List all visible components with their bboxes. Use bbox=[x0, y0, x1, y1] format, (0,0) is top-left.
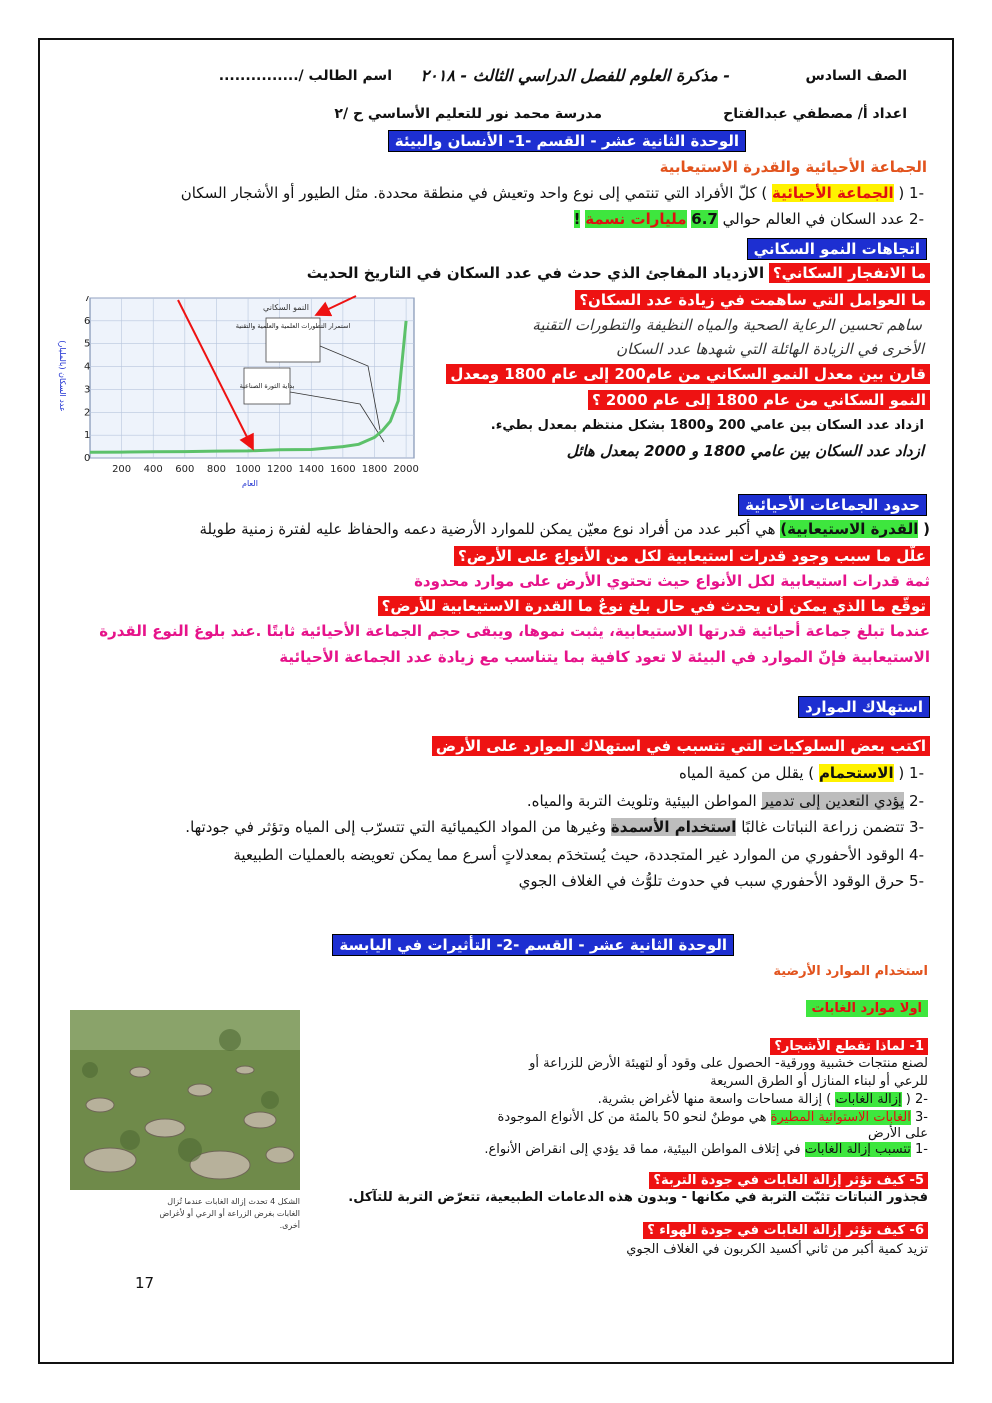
consumption-item-5: -5 حرق الوقود الأحفوري سبب في حدوث تلوُّث في الغلاف الجوي bbox=[518, 872, 924, 890]
item2-num: 6.7 bbox=[691, 210, 718, 228]
deforestation-photo bbox=[70, 1010, 300, 1190]
limits-q2: توقّع ما الذي يمكن أن يحدث في حال بلغ نوعٌ ما القدرة الاستيعابية للأرض؟ bbox=[378, 596, 930, 616]
consumption-heading: استهلاك الموارد bbox=[798, 696, 930, 718]
consumption-item-3 bbox=[185, 818, 924, 836]
q3-line1: قارن بين معدل النمو السكاني من عام200 إلى عام 1800 ومعدل bbox=[446, 364, 930, 384]
c-i1-term: الاستحمام bbox=[818, 764, 894, 782]
c-i1-rest: ) يقلل من كمية المياه bbox=[678, 764, 815, 782]
y-tick-label: 1 bbox=[84, 430, 91, 442]
forest-item-3 bbox=[498, 1110, 928, 1125]
item2-unit: مليارات نسمة bbox=[585, 210, 687, 228]
c-i3-term: استخدام الأسمدة bbox=[610, 818, 737, 836]
x-tick-label: 800 bbox=[206, 464, 226, 475]
consumption-item-2 bbox=[527, 792, 924, 810]
x-axis-label: العام bbox=[242, 479, 258, 488]
trends-heading: اتجاهات النمو السكاني bbox=[747, 238, 927, 260]
forest-heading: اولا موارد الغابات bbox=[806, 1000, 928, 1017]
photo-caption-line2: الغابات بغرض الزراعة أو الرعي أو لأغراض bbox=[159, 1209, 300, 1218]
y-tick-label: 6 bbox=[84, 315, 91, 327]
forest-item-3-line2: على الأرض bbox=[867, 1126, 928, 1141]
item2-end: ! bbox=[573, 210, 581, 228]
c-i3-prefix: -3 تتضمن زراعة النباتات غالبًا bbox=[741, 818, 924, 836]
x-tick-label: 200 bbox=[112, 464, 132, 475]
def-rest: هي أكبر عدد من أفراد نوع معيّن يمكن للموارد الأرضية دعمه والحفاظ عليه لفترة زمنية طويلة bbox=[199, 520, 776, 538]
x-tick-label: 1400 bbox=[298, 464, 324, 475]
item1-term: الجماعة الأحيائية bbox=[772, 184, 894, 202]
f-i2-rest: ) إزالة مساحات واسعة منها لأغراض بشرية. bbox=[597, 1092, 832, 1107]
x-tick-label: 600 bbox=[175, 464, 195, 475]
chart-title: النمو السكاني bbox=[263, 303, 309, 312]
c-i1-prefix: -1 ( bbox=[898, 764, 924, 782]
author: اعداد أ/ مصطفي عبدالفتاح bbox=[723, 106, 907, 122]
c-i3-rest: وغيرها من المواد الكيميائية التي تتسرّب إلى المياه وتؤثر في جودتها. bbox=[185, 818, 607, 836]
forest-q1: 1- لماذا تقطع الأشجار؟ bbox=[770, 1038, 928, 1055]
y-tick-label: 5 bbox=[84, 338, 91, 350]
f-i3-rest: هي موطنٌ لنحو 50 بالمئة من كل الأنواع الموجودة bbox=[497, 1110, 767, 1125]
photo-caption bbox=[70, 1196, 300, 1232]
q1-answer: الازدياد المفاجئ الذي حدث في عدد السكان في التاريخ الحديث bbox=[306, 264, 765, 282]
x-tick-label: 2000 bbox=[393, 464, 419, 475]
y-tick-label: 3 bbox=[84, 384, 91, 396]
x-tick-label: 400 bbox=[143, 464, 163, 475]
consumption-item-4: -4 الوقود الأحفوري من الموارد غير المتجددة، حيث يُستخدَم بمعدلاتٍ أسرع مما يمكن تعويضه بالعمليات الطبيعية bbox=[233, 846, 924, 864]
f-i4-term: تتسبب إزالة الغابات bbox=[804, 1142, 911, 1157]
q3-answer-1: ازداد عدد السكان بين عامي 200 و1800 بشكل منتظم بمعدل بطيء. bbox=[490, 418, 924, 433]
annotation-1-line: استمرار التطورات العلمية والعلمية والتقنية bbox=[235, 322, 351, 330]
doc-title: - مذكرة العلوم للفصل الدراسي الثالث - ٢٠١٨ bbox=[420, 66, 730, 85]
f-i2-term: إزالة الغابات bbox=[835, 1092, 902, 1107]
y-tick-label: 4 bbox=[84, 361, 91, 373]
q3-line2: النمو السكاني من عام 1800 إلى عام 2000 ؟ bbox=[588, 390, 930, 410]
limits-q1: علّل ما سبب وجود قدرات استيعابية لكل من الأنواع على الأرض؟ bbox=[454, 546, 930, 566]
f-i4-rest: في إتلاف المواطن البيئية، مما قد يؤدي إلى انقراض الأنواع. bbox=[484, 1142, 801, 1157]
unit2-heading: استخدام الموارد الأرضية bbox=[773, 964, 928, 979]
y-axis-label: عدد السكان (بالمليار) bbox=[58, 340, 67, 412]
consumption-question: اكتب بعض السلوكيات التي تتسبب في استهلاك الموارد على الأرض bbox=[432, 736, 930, 756]
q2-answer-2: الأخرى في الزيادة الهائلة التي شهدها عدد السكان bbox=[616, 340, 924, 358]
limits-heading: حدود الجماعات الأحيائية bbox=[738, 494, 927, 516]
f-i4-prefix: -1 bbox=[915, 1142, 928, 1157]
arrow-to-slow-growth bbox=[178, 300, 252, 447]
photo-caption-line1: الشكل 4 تحدث إزالة الغابات عندما تُزال bbox=[167, 1197, 300, 1206]
item2-prefix: -2 عدد السكان في العالم حوالي bbox=[722, 210, 924, 228]
x-tick-label: 1800 bbox=[361, 464, 388, 475]
unit1-banner: الوحدة الثانية عشر - القسم -1- الأنسان والبيئة bbox=[388, 130, 746, 152]
forest-a1-line1: لصنع منتجات خشبية وورقية- الحصول على وقود أو لتهيئة الأرض للزراعة أو bbox=[529, 1056, 928, 1071]
forest-item-2 bbox=[598, 1092, 928, 1107]
q2-question: ما العوامل التي ساهمت في زيادة عدد السكان؟ bbox=[575, 290, 930, 310]
c-i2-term: يؤدي التعدين إلى تدمير bbox=[761, 792, 905, 810]
forest-a1-line2: للرعي أو لبناء المنازل أو الطرق السريعة bbox=[710, 1074, 928, 1089]
def-open: ( bbox=[923, 520, 930, 538]
consumption-item-1 bbox=[679, 764, 924, 782]
arrow-overlay bbox=[0, 0, 992, 520]
limits-a2-line1: عندما تبلغ جماعة أحيائية قدرتها الاستيعابية، يثبت نموها، ويبقى حجم الجماعة الأحيائية ثابتًا .عند بلوغ النوع القدرة bbox=[99, 622, 930, 640]
f-i3-term: الغابات الاستوائية المطيرة bbox=[770, 1110, 911, 1125]
item1-rest: ) كلّ الأفراد التي تنتمي إلى نوع واحد وتعيش في منطقة محددة. مثل الطيور أو الأشجار السكان bbox=[180, 184, 768, 202]
c-i2-rest: المواطن البيئية وتلويث التربة والمياه. bbox=[526, 792, 757, 810]
f-i3-prefix: -3 bbox=[915, 1110, 928, 1125]
y-tick-label: 0 bbox=[84, 453, 91, 464]
limits-definition bbox=[200, 520, 931, 538]
school-name: مدرسة محمد نور للتعليم الأساسي ح /٢ bbox=[334, 106, 602, 122]
x-tick-label: 1200 bbox=[266, 464, 293, 475]
deforestation-photo-svg bbox=[70, 1010, 300, 1190]
page-number: 17 bbox=[135, 1274, 155, 1292]
y-tick-label: 7 bbox=[84, 296, 91, 304]
c-i2-prefix: -2 bbox=[909, 792, 924, 810]
arrow-to-chart-title bbox=[318, 296, 356, 314]
forest-item-4 bbox=[484, 1142, 928, 1157]
unit1-heading: الجماعة الأحيائية والقدرة الاستيعابية bbox=[659, 158, 927, 176]
forest-a5: فجذور النباتات تثبّت التربة في مكانها - وبدون هذه الدعامات الطبيعية، تتعرّض التربة للتآكل. bbox=[348, 1190, 928, 1205]
limits-a1: ثمة قدرات استيعابية لكل الأنواع حيث تحتوي الأرض على موارد محدودة bbox=[414, 572, 930, 590]
photo-caption-line3: أخرى. bbox=[279, 1221, 300, 1230]
forest-q5: 5- كيف تؤثر إزالة الغابات في جودة التربة؟ bbox=[649, 1172, 928, 1189]
q2-answer-1: ساهم تحسين الرعاية الصحية والمياه النظيفة والتطورات التقنية bbox=[532, 316, 922, 334]
annotation-2-text: بداية الثورة الصناعية bbox=[239, 382, 295, 390]
x-tick-label: 1000 bbox=[235, 464, 261, 475]
grade-label: الصف السادس bbox=[805, 68, 907, 84]
unit2-banner: الوحدة الثانية عشر - القسم -2- التأثيرات في اليابسة bbox=[332, 934, 734, 956]
student-name: اسم الطالب /............... bbox=[218, 68, 392, 84]
q1-question: ما الانفجار السكاني؟ bbox=[769, 263, 930, 283]
x-tick-label: 1600 bbox=[330, 464, 356, 475]
q3-answer-2: ازداد عدد السكان بين عامي 1800 و 2000 بمعدل هائل bbox=[566, 442, 924, 460]
limits-a2-line2: الاستيعابية فإنّ الموارد في البيئة لا تعود كافية بما يتناسب مع زيادة عدد الجماعة الأحيائية bbox=[279, 648, 930, 666]
item1-prefix: -1 ( bbox=[898, 184, 924, 202]
y-tick-label: 2 bbox=[84, 407, 91, 419]
forest-q6: 6- كيف تؤثر إزالة الغابات في جودة الهواء ؟ bbox=[643, 1222, 928, 1239]
def-term: القدرة الاستيعابية) bbox=[780, 520, 919, 538]
forest-a6: تزيد كمية أكبر من ثاني أكسيد الكربون في الغلاف الجوي bbox=[626, 1242, 928, 1257]
f-i2-prefix: -2 ( bbox=[905, 1092, 928, 1107]
